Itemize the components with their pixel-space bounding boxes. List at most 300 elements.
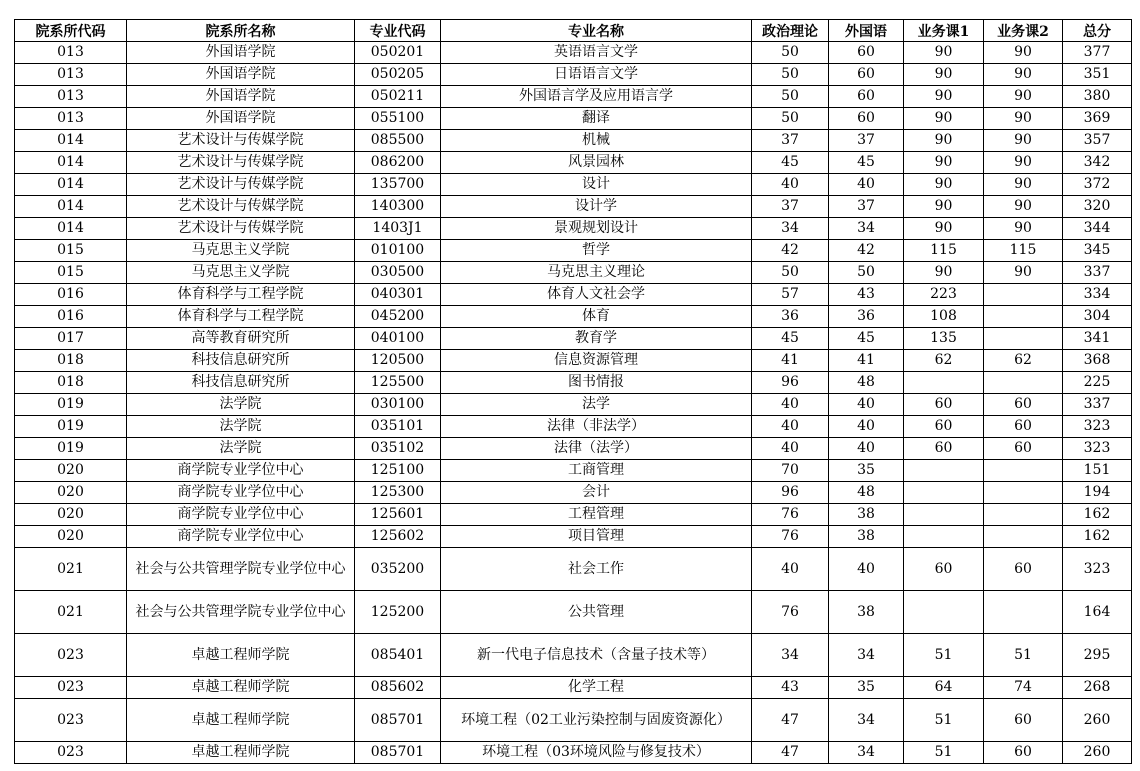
cell-course-1: 90	[904, 152, 984, 174]
cell-dept-code: 020	[15, 482, 127, 504]
cell-major-code: 085701	[355, 742, 441, 764]
cell-politics: 41	[752, 350, 829, 372]
cell-politics: 50	[752, 86, 829, 108]
cell-major-name: 英语语言文学	[441, 42, 752, 64]
table-row	[15, 152, 1132, 174]
cell-dept-name: 商学院专业学位中心	[127, 504, 355, 526]
cell-major-code: 140300	[355, 196, 441, 218]
cell-foreign-language: 36	[829, 306, 904, 328]
cell-dept-code: 018	[15, 350, 127, 372]
cell-dept-name: 艺术设计与传媒学院	[127, 130, 355, 152]
cell-major-name: 哲学	[441, 240, 752, 262]
cell-politics: 40	[752, 548, 829, 591]
cell-major-code: 030500	[355, 262, 441, 284]
cell-major-name: 信息资源管理	[441, 350, 752, 372]
cell-foreign-language: 50	[829, 262, 904, 284]
table-row	[15, 742, 1132, 764]
cell-total: 337	[1063, 394, 1132, 416]
cell-major-name: 风景园林	[441, 152, 752, 174]
cell-foreign-language: 37	[829, 130, 904, 152]
cell-course-1: 60	[904, 416, 984, 438]
cell-dept-name: 社会与公共管理学院专业学位中心	[127, 591, 355, 634]
cell-major-name: 翻译	[441, 108, 752, 130]
cell-course-1	[904, 372, 984, 394]
cell-dept-name: 卓越工程师学院	[127, 634, 355, 677]
table-row	[15, 372, 1132, 394]
cell-dept-name: 艺术设计与传媒学院	[127, 196, 355, 218]
cell-dept-code: 014	[15, 218, 127, 240]
cell-total: 369	[1063, 108, 1132, 130]
cell-course-2: 90	[984, 86, 1063, 108]
cell-politics: 37	[752, 130, 829, 152]
cell-politics: 40	[752, 416, 829, 438]
cell-course-2: 90	[984, 218, 1063, 240]
header-dept-name: 院系所名称	[127, 20, 355, 42]
cell-dept-name: 商学院专业学位中心	[127, 482, 355, 504]
header-dept-code: 院系所代码	[15, 20, 127, 42]
cell-total: 260	[1063, 699, 1132, 742]
cell-foreign-language: 48	[829, 482, 904, 504]
cell-dept-name: 卓越工程师学院	[127, 677, 355, 699]
cell-dept-name: 商学院专业学位中心	[127, 526, 355, 548]
cell-major-code: 085500	[355, 130, 441, 152]
cell-course-2: 60	[984, 394, 1063, 416]
cell-foreign-language: 42	[829, 240, 904, 262]
cell-major-code: 125602	[355, 526, 441, 548]
table-row	[15, 504, 1132, 526]
cell-course-1: 90	[904, 86, 984, 108]
table-row	[15, 328, 1132, 350]
cell-politics: 43	[752, 677, 829, 699]
cell-politics: 36	[752, 306, 829, 328]
cell-course-2: 90	[984, 42, 1063, 64]
cell-course-2	[984, 372, 1063, 394]
cell-course-2	[984, 526, 1063, 548]
cell-foreign-language: 60	[829, 42, 904, 64]
cell-foreign-language: 34	[829, 742, 904, 764]
cell-politics: 34	[752, 634, 829, 677]
cell-dept-code: 019	[15, 438, 127, 460]
cell-dept-code: 020	[15, 460, 127, 482]
cell-course-1: 90	[904, 130, 984, 152]
table-row	[15, 482, 1132, 504]
cell-foreign-language: 45	[829, 328, 904, 350]
cell-dept-name: 艺术设计与传媒学院	[127, 152, 355, 174]
cell-foreign-language: 60	[829, 64, 904, 86]
table-row	[15, 591, 1132, 634]
cell-total: 162	[1063, 526, 1132, 548]
cell-dept-code: 023	[15, 677, 127, 699]
cell-dept-code: 017	[15, 328, 127, 350]
cell-major-code: 040100	[355, 328, 441, 350]
table-row	[15, 64, 1132, 86]
cell-dept-code: 013	[15, 108, 127, 130]
cell-total: 260	[1063, 742, 1132, 764]
cell-major-code: 125500	[355, 372, 441, 394]
cell-politics: 50	[752, 108, 829, 130]
cell-dept-name: 社会与公共管理学院专业学位中心	[127, 548, 355, 591]
cell-major-code: 050205	[355, 64, 441, 86]
cell-major-code: 125300	[355, 482, 441, 504]
cell-major-code: 085401	[355, 634, 441, 677]
cell-course-2: 90	[984, 174, 1063, 196]
cell-course-2: 60	[984, 416, 1063, 438]
cell-politics: 40	[752, 174, 829, 196]
table-row	[15, 240, 1132, 262]
cell-politics: 76	[752, 526, 829, 548]
cell-major-code: 135700	[355, 174, 441, 196]
cell-dept-code: 016	[15, 284, 127, 306]
cell-major-name: 新一代电子信息技术（含量子技术等）	[441, 634, 752, 677]
cell-dept-code: 016	[15, 306, 127, 328]
cell-major-name: 社会工作	[441, 548, 752, 591]
cell-dept-name: 外国语学院	[127, 42, 355, 64]
cell-total: 342	[1063, 152, 1132, 174]
cell-total: 344	[1063, 218, 1132, 240]
cell-total: 345	[1063, 240, 1132, 262]
cell-total: 320	[1063, 196, 1132, 218]
cell-major-code: 035101	[355, 416, 441, 438]
cell-politics: 42	[752, 240, 829, 262]
header-foreign-language: 外国语	[829, 20, 904, 42]
cell-major-name: 机械	[441, 130, 752, 152]
cell-major-code: 045200	[355, 306, 441, 328]
table-row	[15, 42, 1132, 64]
cell-dept-code: 023	[15, 699, 127, 742]
cell-major-name: 化学工程	[441, 677, 752, 699]
cell-dept-name: 法学院	[127, 438, 355, 460]
cell-politics: 57	[752, 284, 829, 306]
cell-major-code: 010100	[355, 240, 441, 262]
cell-major-name: 环境工程（02工业污染控制与固废资源化）	[441, 699, 752, 742]
cell-course-1: 60	[904, 394, 984, 416]
cell-major-code: 125200	[355, 591, 441, 634]
table-row	[15, 460, 1132, 482]
cell-major-name: 设计	[441, 174, 752, 196]
table-row	[15, 174, 1132, 196]
cell-total: 377	[1063, 42, 1132, 64]
cell-course-2: 90	[984, 130, 1063, 152]
header-course-2: 业务课2	[984, 20, 1063, 42]
cell-total: 334	[1063, 284, 1132, 306]
cell-course-2: 62	[984, 350, 1063, 372]
cell-dept-name: 马克思主义学院	[127, 262, 355, 284]
cell-course-1: 223	[904, 284, 984, 306]
cell-major-code: 125601	[355, 504, 441, 526]
cell-dept-code: 013	[15, 42, 127, 64]
cell-major-code: 030100	[355, 394, 441, 416]
cell-dept-code: 015	[15, 240, 127, 262]
cell-course-1: 108	[904, 306, 984, 328]
cell-politics: 40	[752, 438, 829, 460]
cell-total: 337	[1063, 262, 1132, 284]
cell-total: 380	[1063, 86, 1132, 108]
table-row	[15, 284, 1132, 306]
table-row	[15, 130, 1132, 152]
cell-politics: 45	[752, 328, 829, 350]
cell-major-name: 环境工程（03环境风险与修复技术）	[441, 742, 752, 764]
header-politics: 政治理论	[752, 20, 829, 42]
cell-course-1	[904, 504, 984, 526]
cell-dept-code: 019	[15, 394, 127, 416]
cell-course-1	[904, 591, 984, 634]
table-row	[15, 699, 1132, 742]
cell-course-1: 90	[904, 108, 984, 130]
cell-major-name: 体育	[441, 306, 752, 328]
cell-total: 162	[1063, 504, 1132, 526]
cell-major-name: 外国语言学及应用语言学	[441, 86, 752, 108]
cell-foreign-language: 43	[829, 284, 904, 306]
cell-foreign-language: 38	[829, 526, 904, 548]
table-row	[15, 108, 1132, 130]
cell-major-code: 086200	[355, 152, 441, 174]
cell-major-name: 法学	[441, 394, 752, 416]
cell-total: 225	[1063, 372, 1132, 394]
cell-foreign-language: 40	[829, 174, 904, 196]
cell-course-1	[904, 526, 984, 548]
cell-major-code: 035102	[355, 438, 441, 460]
cell-major-name: 教育学	[441, 328, 752, 350]
cell-major-name: 图书情报	[441, 372, 752, 394]
cell-major-name: 项目管理	[441, 526, 752, 548]
cell-dept-code: 020	[15, 504, 127, 526]
cell-course-2: 60	[984, 548, 1063, 591]
table-body	[15, 42, 1132, 764]
cell-dept-code: 013	[15, 64, 127, 86]
cell-total: 295	[1063, 634, 1132, 677]
cell-course-1: 64	[904, 677, 984, 699]
cell-major-name: 公共管理	[441, 591, 752, 634]
cell-foreign-language: 35	[829, 460, 904, 482]
cell-major-name: 工商管理	[441, 460, 752, 482]
cell-foreign-language: 60	[829, 108, 904, 130]
header-course-1: 业务课1	[904, 20, 984, 42]
cell-politics: 40	[752, 394, 829, 416]
cell-course-1: 135	[904, 328, 984, 350]
cell-total: 194	[1063, 482, 1132, 504]
cell-major-name: 体育人文社会学	[441, 284, 752, 306]
cell-major-code: 050211	[355, 86, 441, 108]
cell-dept-code: 021	[15, 591, 127, 634]
cell-course-2	[984, 328, 1063, 350]
header-row	[15, 20, 1132, 42]
cell-course-2: 90	[984, 108, 1063, 130]
cell-course-2: 74	[984, 677, 1063, 699]
cell-foreign-language: 45	[829, 152, 904, 174]
cell-course-1: 115	[904, 240, 984, 262]
cell-dept-name: 外国语学院	[127, 108, 355, 130]
cell-course-1: 90	[904, 64, 984, 86]
table-row	[15, 438, 1132, 460]
cell-major-code: 035200	[355, 548, 441, 591]
cell-major-code: 085602	[355, 677, 441, 699]
cell-course-2	[984, 460, 1063, 482]
cell-course-1: 60	[904, 438, 984, 460]
table-row	[15, 218, 1132, 240]
cell-politics: 70	[752, 460, 829, 482]
cell-course-2	[984, 591, 1063, 634]
cell-dept-name: 艺术设计与传媒学院	[127, 174, 355, 196]
cell-dept-name: 卓越工程师学院	[127, 699, 355, 742]
cell-dept-name: 法学院	[127, 394, 355, 416]
cell-total: 351	[1063, 64, 1132, 86]
cell-dept-code: 014	[15, 196, 127, 218]
cell-foreign-language: 40	[829, 416, 904, 438]
cell-foreign-language: 34	[829, 699, 904, 742]
cell-course-1: 51	[904, 742, 984, 764]
cell-course-2: 90	[984, 196, 1063, 218]
cell-major-name: 日语语言文学	[441, 64, 752, 86]
header-total: 总分	[1063, 20, 1132, 42]
cell-course-2: 60	[984, 742, 1063, 764]
cell-major-name: 法律（法学）	[441, 438, 752, 460]
cell-dept-name: 卓越工程师学院	[127, 742, 355, 764]
cell-foreign-language: 35	[829, 677, 904, 699]
cell-course-2: 115	[984, 240, 1063, 262]
cell-dept-code: 014	[15, 130, 127, 152]
cell-course-2: 51	[984, 634, 1063, 677]
cell-course-1: 90	[904, 218, 984, 240]
cell-course-1: 90	[904, 174, 984, 196]
cell-course-1: 90	[904, 42, 984, 64]
cell-politics: 47	[752, 742, 829, 764]
cell-dept-name: 外国语学院	[127, 86, 355, 108]
cell-course-2	[984, 504, 1063, 526]
cell-dept-name: 艺术设计与传媒学院	[127, 218, 355, 240]
cell-course-1: 90	[904, 262, 984, 284]
cell-total: 323	[1063, 416, 1132, 438]
cell-course-2: 60	[984, 438, 1063, 460]
table-row	[15, 416, 1132, 438]
table-row	[15, 350, 1132, 372]
table-row	[15, 86, 1132, 108]
cell-total: 357	[1063, 130, 1132, 152]
cell-major-code: 050201	[355, 42, 441, 64]
cell-politics: 37	[752, 196, 829, 218]
cell-course-1: 62	[904, 350, 984, 372]
cell-foreign-language: 48	[829, 372, 904, 394]
cell-foreign-language: 60	[829, 86, 904, 108]
header-major-code: 专业代码	[355, 20, 441, 42]
cell-politics: 76	[752, 591, 829, 634]
cell-major-name: 马克思主义理论	[441, 262, 752, 284]
cell-total: 323	[1063, 548, 1132, 591]
cell-foreign-language: 34	[829, 218, 904, 240]
table-row	[15, 548, 1132, 591]
cell-foreign-language: 38	[829, 504, 904, 526]
cell-foreign-language: 34	[829, 634, 904, 677]
cell-dept-code: 018	[15, 372, 127, 394]
cell-foreign-language: 37	[829, 196, 904, 218]
cell-dept-code: 014	[15, 174, 127, 196]
cell-dept-name: 商学院专业学位中心	[127, 460, 355, 482]
cell-course-1	[904, 482, 984, 504]
cell-dept-code: 021	[15, 548, 127, 591]
cell-foreign-language: 41	[829, 350, 904, 372]
cell-total: 164	[1063, 591, 1132, 634]
cell-foreign-language: 40	[829, 394, 904, 416]
cell-course-1: 51	[904, 634, 984, 677]
cell-politics: 45	[752, 152, 829, 174]
cell-politics: 47	[752, 699, 829, 742]
cell-course-2	[984, 482, 1063, 504]
cell-major-code: 125100	[355, 460, 441, 482]
table-row	[15, 394, 1132, 416]
cell-major-name: 法律（非法学）	[441, 416, 752, 438]
cell-total: 341	[1063, 328, 1132, 350]
cell-course-1	[904, 460, 984, 482]
cell-total: 368	[1063, 350, 1132, 372]
cell-politics: 50	[752, 262, 829, 284]
cell-dept-name: 高等教育研究所	[127, 328, 355, 350]
cell-politics: 50	[752, 42, 829, 64]
table-row	[15, 262, 1132, 284]
cell-major-code: 120500	[355, 350, 441, 372]
cell-total: 268	[1063, 677, 1132, 699]
table-row	[15, 306, 1132, 328]
cell-foreign-language: 40	[829, 438, 904, 460]
cell-course-2: 60	[984, 699, 1063, 742]
cell-dept-code: 023	[15, 742, 127, 764]
table-row	[15, 526, 1132, 548]
cell-dept-code: 013	[15, 86, 127, 108]
table-row	[15, 677, 1132, 699]
cell-dept-name: 外国语学院	[127, 64, 355, 86]
cell-total: 323	[1063, 438, 1132, 460]
table-row	[15, 634, 1132, 677]
cell-dept-name: 科技信息研究所	[127, 372, 355, 394]
cell-major-code: 055100	[355, 108, 441, 130]
cell-dept-name: 科技信息研究所	[127, 350, 355, 372]
table-row	[15, 196, 1132, 218]
cell-major-name: 工程管理	[441, 504, 752, 526]
admission-score-table	[14, 19, 1132, 764]
cell-politics: 76	[752, 504, 829, 526]
cell-total: 372	[1063, 174, 1132, 196]
cell-major-name: 景观规划设计	[441, 218, 752, 240]
cell-major-name: 会计	[441, 482, 752, 504]
cell-politics: 34	[752, 218, 829, 240]
cell-dept-code: 015	[15, 262, 127, 284]
cell-course-2: 90	[984, 152, 1063, 174]
cell-course-2: 90	[984, 262, 1063, 284]
cell-dept-name: 体育科学与工程学院	[127, 306, 355, 328]
cell-course-1: 90	[904, 196, 984, 218]
cell-course-2: 90	[984, 64, 1063, 86]
cell-dept-code: 019	[15, 416, 127, 438]
cell-total: 151	[1063, 460, 1132, 482]
cell-course-1: 51	[904, 699, 984, 742]
cell-major-code: 085701	[355, 699, 441, 742]
cell-major-code: 040301	[355, 284, 441, 306]
cell-dept-code: 014	[15, 152, 127, 174]
cell-dept-name: 法学院	[127, 416, 355, 438]
cell-foreign-language: 40	[829, 548, 904, 591]
cell-politics: 50	[752, 64, 829, 86]
cell-course-2	[984, 284, 1063, 306]
cell-politics: 96	[752, 482, 829, 504]
cell-foreign-language: 38	[829, 591, 904, 634]
cell-dept-code: 020	[15, 526, 127, 548]
header-major-name: 专业名称	[441, 20, 752, 42]
cell-dept-name: 体育科学与工程学院	[127, 284, 355, 306]
cell-politics: 96	[752, 372, 829, 394]
cell-dept-code: 023	[15, 634, 127, 677]
cell-dept-name: 马克思主义学院	[127, 240, 355, 262]
cell-major-name: 设计学	[441, 196, 752, 218]
cell-course-1: 60	[904, 548, 984, 591]
cell-course-2	[984, 306, 1063, 328]
